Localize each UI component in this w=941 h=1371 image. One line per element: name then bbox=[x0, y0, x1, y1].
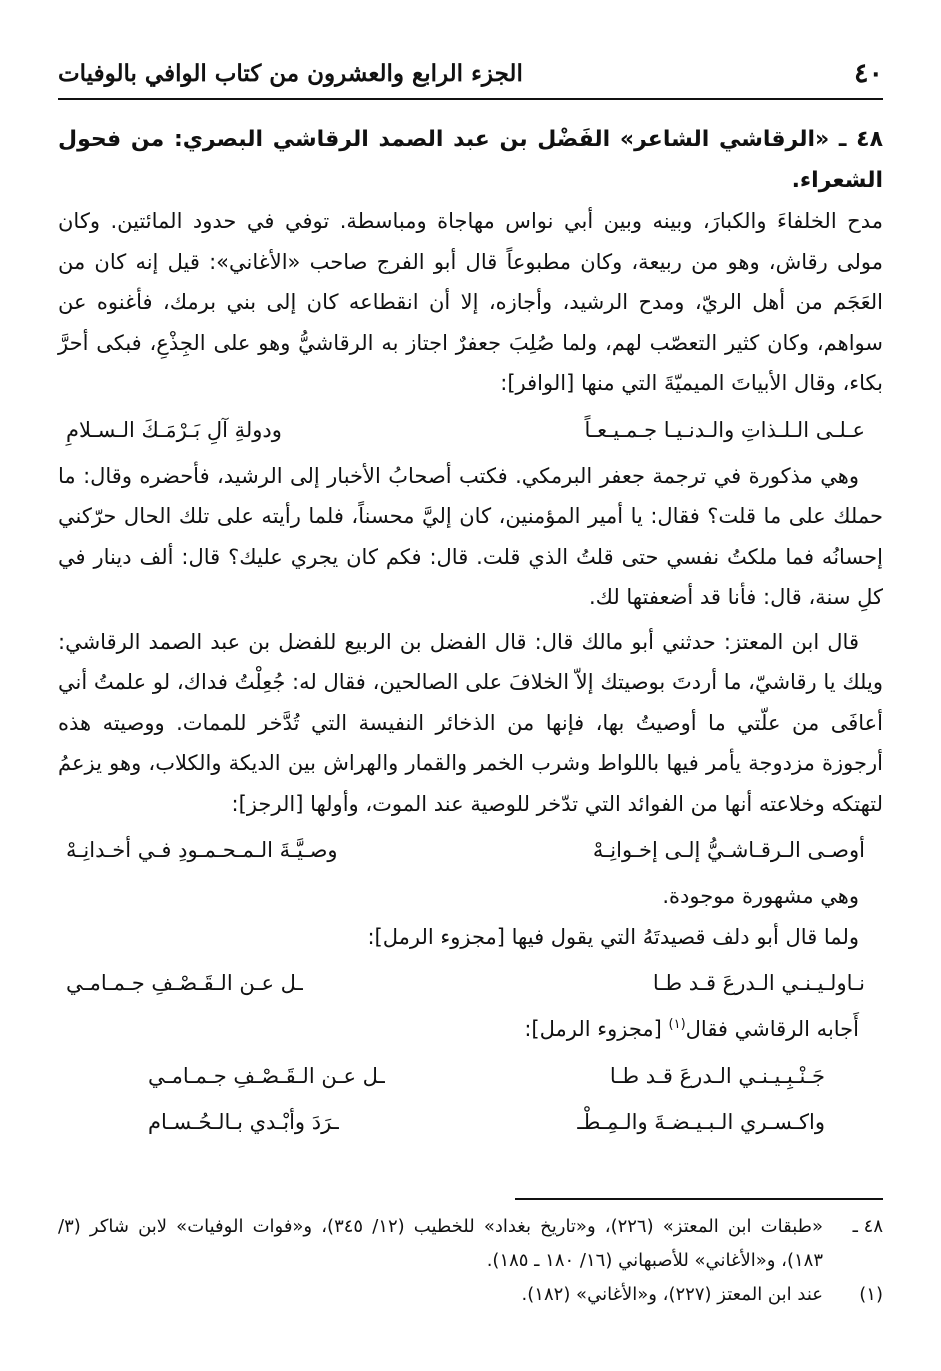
paragraph: ولما قال أبو دلف قصيدتَهُ التي يقول فيها [مجزوء الرمل]: bbox=[367, 924, 859, 949]
footnote-divider bbox=[515, 1198, 883, 1200]
footnotes bbox=[58, 1210, 883, 1312]
verse-hemistich-right: واكـسـري الـبـيـضـةَ والـمِـطْـ bbox=[577, 1109, 825, 1134]
verse-hemistich-right: جَـنْـبِـيـنـي الـدرعَ قـد طـا bbox=[609, 1063, 825, 1088]
paragraph: وهي مذكورة في ترجمة جعفر البرمكي. فكتب أصحابُ الأخبار إلى الرشيد، فأحضره وقال: ما حملك على ما قلت؟ فقال: يا أمير المؤمنين، كان إليَّ محسناً، فلما رأيته على تلك الحال حرّكني إحسانُه فما ملكتُ نفسي حتى قلتُ الذي قلت. قال: فكم كان يجري عليك؟ قال: ألف دينار في كلِ سنة، قال: فأنا قد أضعفتها لك. bbox=[58, 463, 883, 609]
verse-line bbox=[58, 410, 883, 450]
footnote-text: «طبقات ابن المعتز» (٢٢٦)، و«تاريخ بغداد» للخطيب (١٢/ ٣٤٥)، و«فوات الوفيات» لابن شاكر (٣/ ١٨٣)، و«الأغاني» للأصبهاني (١٦/ ١٨٠ ـ ١٨٥). bbox=[58, 1216, 823, 1271]
verse-hemistich-right: أوصـى الـرقـاشـيُّ إلـى إخـوانِـهْ bbox=[592, 838, 865, 862]
paragraph: مدح الخلفاءَ والكبارَ، وبينه وبين أبي نواس مهاجاة ومباسطة. توفي في حدود المائتين. وكان مولى رقاش، وهو من ربيعة، وكان مطبوعاً قال أبو الفرج صاحب «الأغاني»: قيل إنه كان من العَجَم من أهل الريّ، ومدح الرشيد، وأجازه، إلا أن انقطاعه كان إلى بني برمك، فأغنوه عن سواهم، وكان كثير التعصّب لهم، ولما صُلِبَ جعفرٌ اجتاز به الرقاشيُّ وهو على الجِذْعِ، فبكى أحرَّ بكاء، وقال الأبياتَ الميميّةَ التي منها [الوافر]: bbox=[58, 209, 883, 395]
footnote bbox=[58, 1278, 883, 1312]
paragraph: وهي مشهورة موجودة. bbox=[662, 884, 859, 908]
running-title: الجزء الرابع والعشرون من كتاب الوافي بالوفيات bbox=[58, 60, 523, 87]
verse-line bbox=[58, 1102, 883, 1142]
paragraph: قال ابن المعتز: حدثني أبو مالك قال: قال الفضل بن الربيع للفضل بن عبد الصمد الرقاشي: ويلك يا رقاشيّ، ما أردتَ بوصيتك إلاّ الخلافَ على الصالحين، فقال له: جُعِلْتُ فداك، لو علمتُ أني أعافَى من علّتي ما أوصيتُ بها، فإنها من الذخائر النفيسة التي تُدَّخر للممات. ووصيته هذه أرجوزة مزدوجة يأمر فيها باللواط وشرب الخمر والقمار والهراش بين الديكة والكلاب، وهو يزعمُ لتهتكه وخلاعته أنها من الفوائد التي تدّخر للوصية عند الموت، وأولها [الرجز]: bbox=[58, 629, 883, 816]
page-header bbox=[58, 52, 883, 100]
verse-line bbox=[58, 963, 883, 1003]
footnote-text: عند ابن المعتز (٢٢٧)، و«الأغاني» (١٨٢). bbox=[521, 1284, 823, 1305]
footnote-number: ٤٨ ـ bbox=[852, 1216, 883, 1237]
footnote bbox=[58, 1210, 883, 1278]
paragraph bbox=[58, 1009, 883, 1050]
verse-hemistich-left: ـل عـن الـقَـصْـفِ جـمـامـي bbox=[148, 1063, 385, 1088]
entry-heading: ٤٨ ـ «الرقاشي الشاعر» الفَضْل بن عبد الصمد الرقاشي البصري: من فحول الشعراء. bbox=[58, 127, 883, 193]
page-body bbox=[58, 120, 883, 1148]
verse-hemistich-left: ـرَدَ وأبْـدي بـالـحُـسـام bbox=[148, 1109, 339, 1134]
verse-hemistich-right: نـاولـيـنـي الـدرعَ قـد طـا bbox=[652, 971, 865, 995]
footnote-marker: (١) bbox=[668, 1017, 686, 1032]
paragraph-text: [مجزوء الرمل]: bbox=[524, 1017, 669, 1041]
verse-line bbox=[58, 830, 883, 870]
verse-line bbox=[58, 1056, 883, 1096]
page-number: ٤٠ bbox=[853, 58, 883, 89]
verse-hemistich-left: ودولةِ آلِ بَـرْمَـكَ الـسـلامِ bbox=[66, 417, 282, 442]
footnote-number: (١) bbox=[859, 1284, 883, 1305]
paragraph-text: أَجابه الرقاشي فقال bbox=[685, 1017, 859, 1041]
verse-hemistich-left: وصـيَّـةَ الـمـحـمـودِ فـي أخـدانِـهْ bbox=[66, 838, 338, 862]
verse-hemistich-left: ـل عـن الـقَـصْـفِ جـمـامـي bbox=[66, 971, 303, 995]
verse-hemistich-right: عـلـى الـلـذاتِ والـدنـيـا جـمـيـعـاً bbox=[584, 417, 865, 442]
